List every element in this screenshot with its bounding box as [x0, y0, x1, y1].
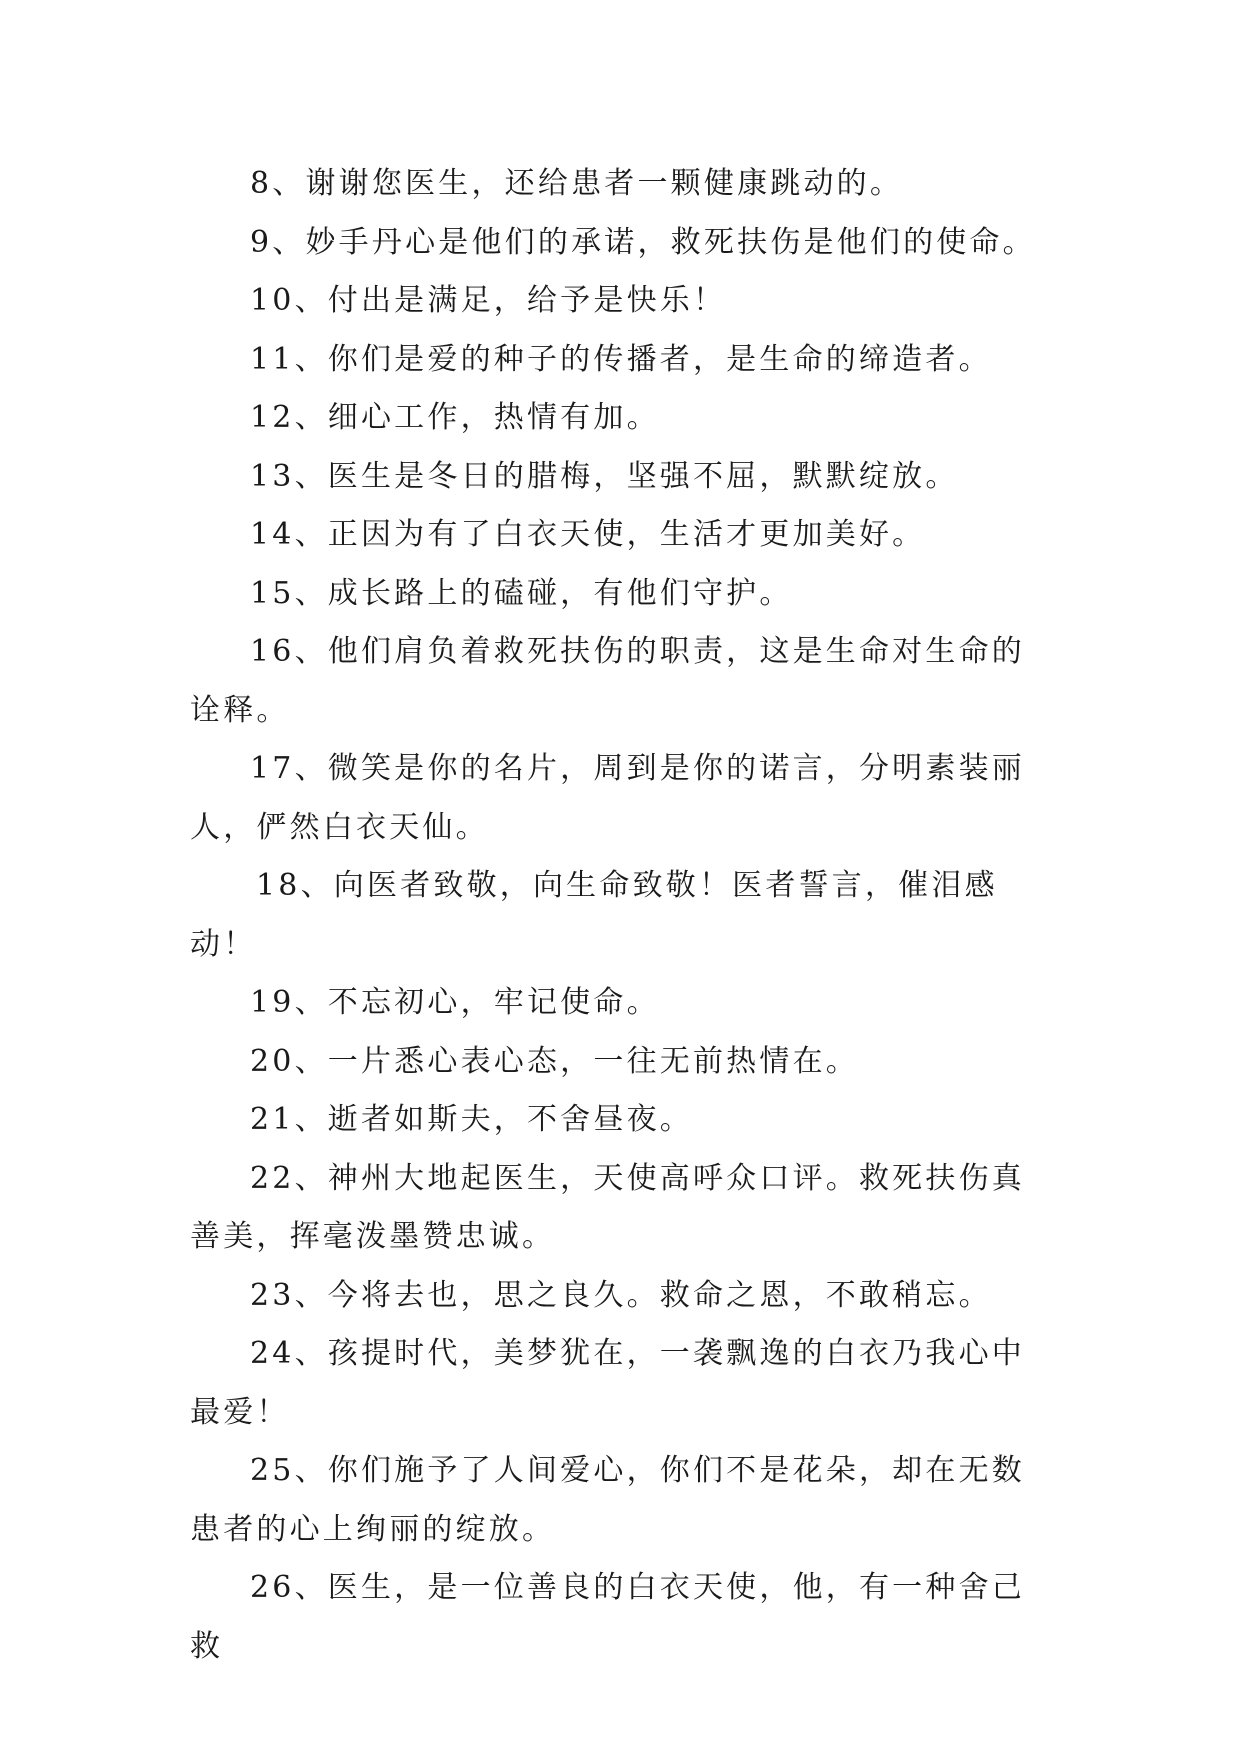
- paragraph-17: 17、微笑是你的名片，周到是你的诺言，分明素装丽人，俨然白衣天仙。: [190, 751, 1025, 845]
- paragraph-21: 21、逝者如斯夫，不舍昼夜。: [250, 1102, 693, 1137]
- paragraph-14: 14、正因为有了白衣天使，生活才更加美好。: [250, 517, 926, 552]
- paragraph-23: 23、今将去也，思之良久。救命之恩，不敢稍忘。: [250, 1277, 992, 1313]
- paragraph-22: 22、神州大地起医生，天使高呼众口评。救死扶伤真善美，挥毫泼墨赞忠诚。: [190, 1160, 1025, 1254]
- paragraph-18: 18、向医者致敬，向生命致敬！医者誓言，催泪感动！: [190, 868, 998, 962]
- paragraph-10: 10、付出是满足，给予是快乐！: [250, 283, 727, 318]
- paragraph-9: 9、妙手丹心是他们的承诺，救死扶伤是他们的使命。: [250, 224, 1036, 260]
- paragraph-8: 8、谢谢您医生，还给患者一颗健康跳动的。: [250, 166, 904, 201]
- paragraph-12: 12、细心工作，热情有加。: [250, 400, 660, 435]
- paragraph-25: 25、你们施予了人间爱心，你们不是花朵，却在无数患者的心上绚丽的绽放。: [190, 1453, 1025, 1547]
- paragraph-13: 13、医生是冬日的腊梅，坚强不屈，默默绽放。: [250, 458, 959, 494]
- paragraph-16: 16、他们肩负着救死扶伤的职责，这是生命对生命的诠释。: [190, 634, 1025, 728]
- paragraph-26: 26、医生，是一位善良的白衣天使，他，有一种舍己救: [190, 1570, 1025, 1664]
- paragraph-20: 20、一片悉心表心态，一往无前热情在。: [250, 1043, 859, 1079]
- paragraph-15: 15、成长路上的磕碰，有他们守护。: [250, 575, 793, 611]
- paragraph-11: 11、你们是爱的种子的传播者，是生命的缔造者。: [250, 341, 992, 377]
- paragraph-24: 24、孩提时代，美梦犹在，一袭飘逸的白衣乃我心中最爱！: [190, 1336, 1025, 1430]
- paragraph-19: 19、不忘初心，牢记使命。: [250, 985, 660, 1020]
- document-body: [190, 155, 1050, 1676]
